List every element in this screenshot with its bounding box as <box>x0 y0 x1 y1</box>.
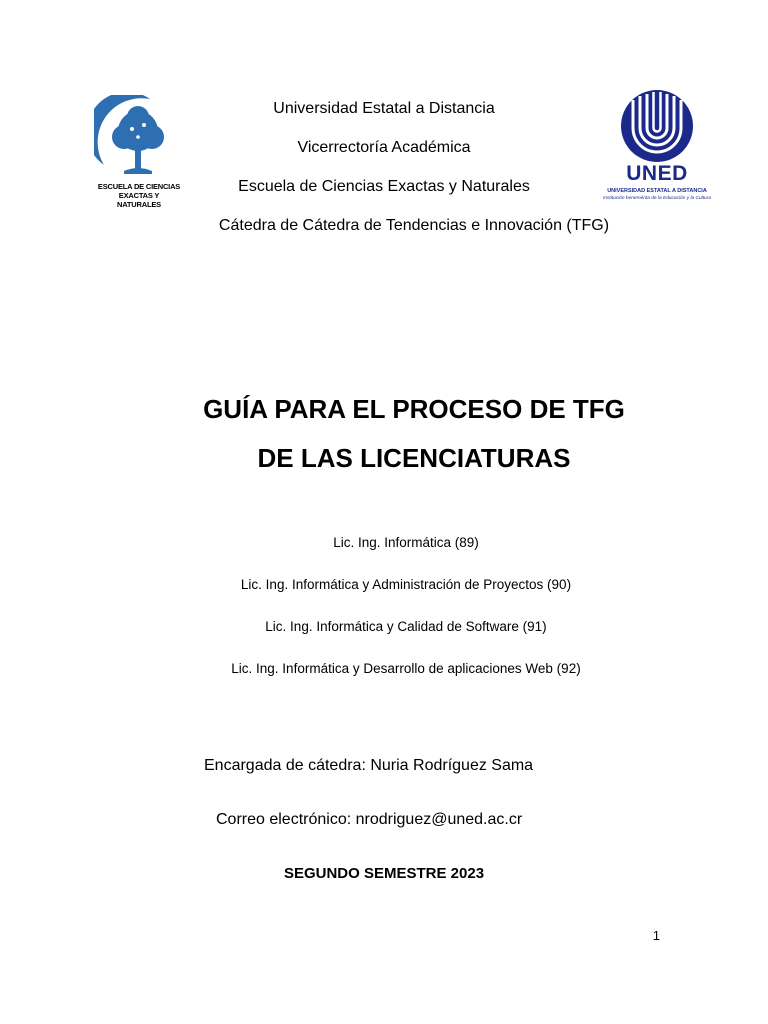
course-manager: Encargada de cátedra: Nuria Rodríguez Sama <box>204 757 534 774</box>
page-number: 1 <box>652 928 660 943</box>
uned-tagline: Institución benemérita de la Educación y la Cultura <box>603 196 711 201</box>
header-catedra: Cátedra de Cátedra de Tendencias e Innovación (TFG) <box>218 217 610 234</box>
uned-subtitle: UNIVERSIDAD ESTATAL A DISTANCIA <box>607 188 707 194</box>
document-title-line2: DE LAS LICENCIATURAS <box>257 443 571 473</box>
header-vicerrectoria: Vicerrectoría Académica <box>297 139 471 156</box>
header-escuela: Escuela de Ciencias Exactas y Naturales <box>238 178 530 195</box>
program-item: Lic. Ing. Informática y Administración de Proyectos (90) <box>240 577 572 592</box>
contact-email: Correo electrónico: nrodriguez@uned.ac.cr <box>216 811 523 828</box>
program-item: Lic. Ing. Informática y Calidad de Software (91) <box>265 619 547 634</box>
ecen-logo-text: ESCUELA DE CIENCIAS EXACTAS Y NATURALES <box>97 182 181 209</box>
program-item: Lic. Ing. Informática y Desarrollo de aplicaciones Web (92) <box>231 661 581 676</box>
program-item: Lic. Ing. Informática (89) <box>333 535 479 550</box>
header-university: Universidad Estatal a Distancia <box>273 100 495 117</box>
uned-wordmark: UNED <box>626 162 688 185</box>
document-title-line1: GUÍA PARA EL PROCESO DE TFG <box>203 394 625 424</box>
semester-label: SEGUNDO SEMESTRE 2023 <box>283 865 485 882</box>
